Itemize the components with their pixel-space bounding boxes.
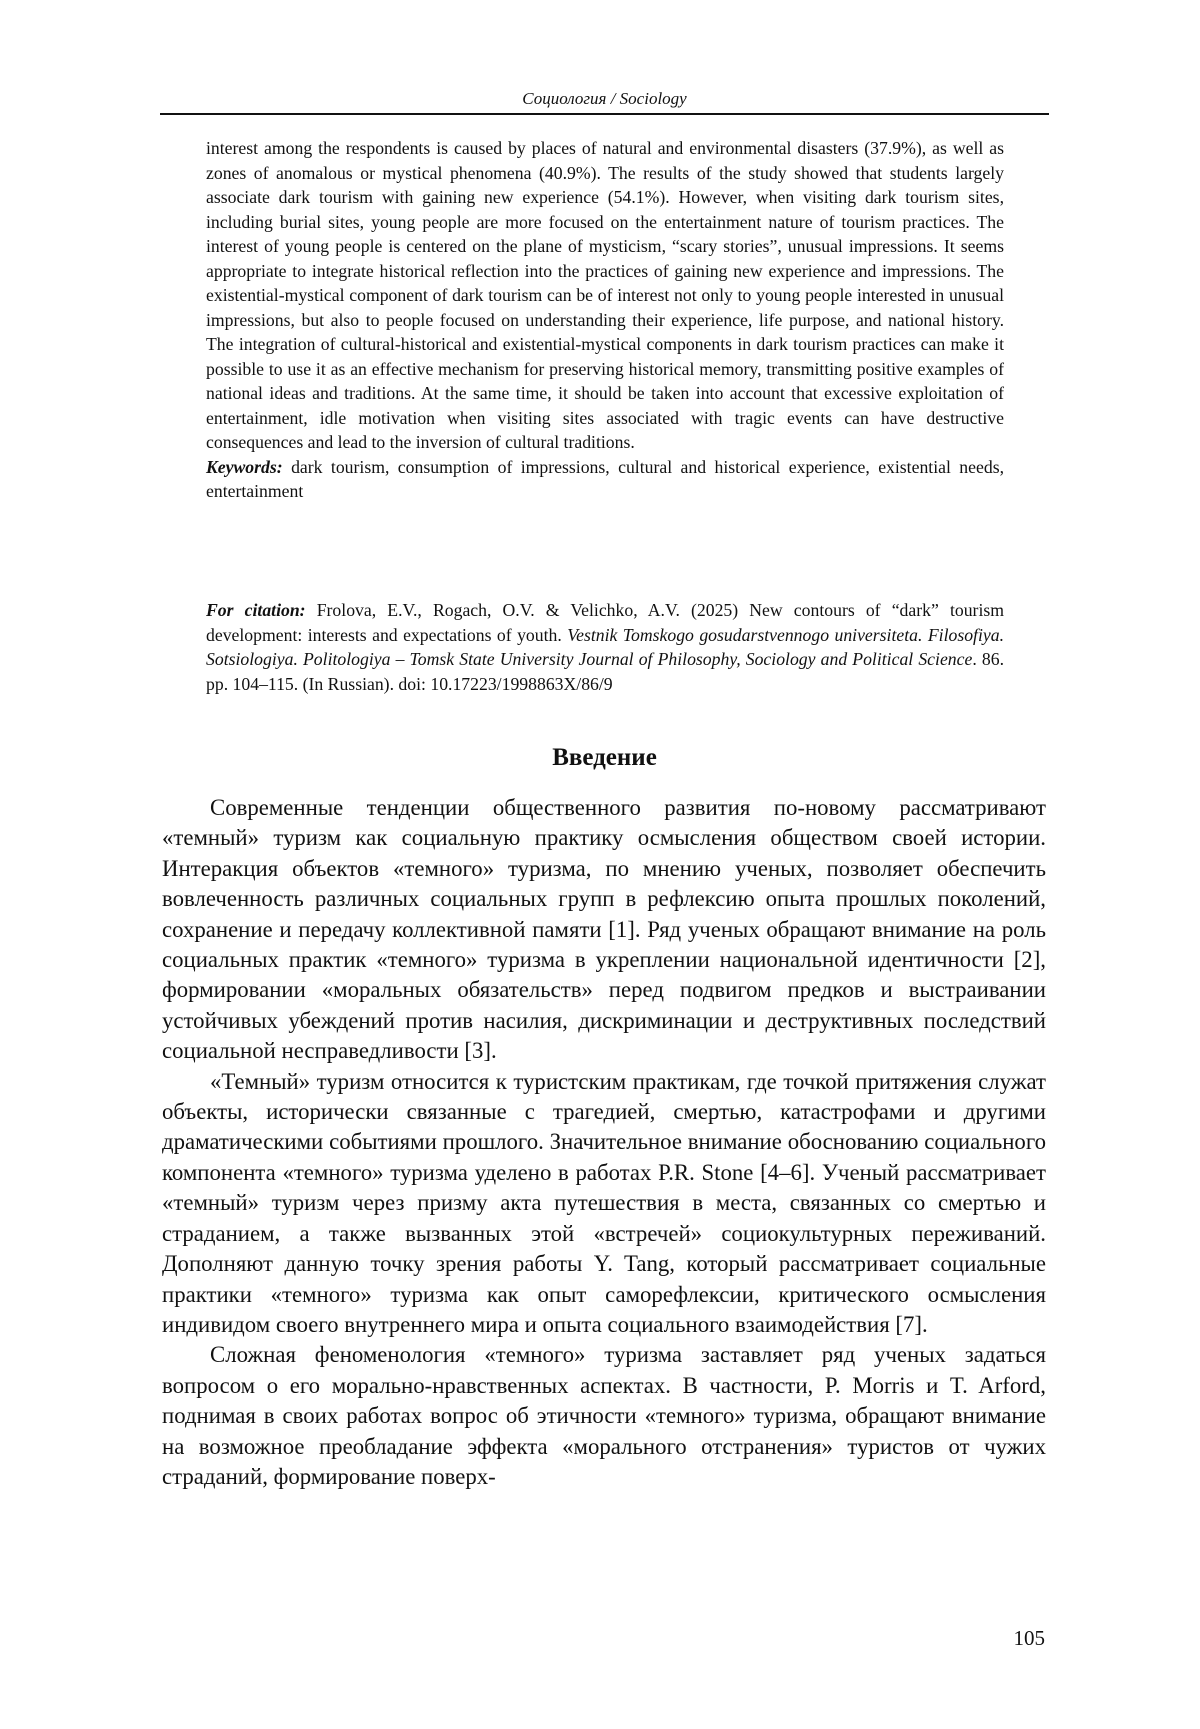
keywords (206, 455, 1004, 504)
keywords-label: Keywords: (206, 456, 283, 477)
header-rule (160, 113, 1049, 115)
body-paragraph: Сложная феноменология «темного» туризма заставляет ряд ученых задаться вопросом о его морально-нравственных аспектах. В частности, P. Morris и T. Arford, поднимая в своих работах вопрос об этичности «темного» туризма, обращают внимание на возможное преобладание эффекта «морального отстранения» туристов от чужих страданий, формирование поверх- (162, 1342, 1046, 1489)
citation-details: . 86. pp. 104–115. (In Russian). doi: 10.17223/1998863X/86/9 (206, 649, 1005, 694)
abstract-text: interest among the respondents is caused by places of natural and environmental disasters (37.9%), as well as zones of anomalous or mystical phenomena (40.9%). The results of the study showed that students largely associate dark tourism with gaining new experience (54.1%). However, when visiting dark tourism sites, including burial sites, young people are more focused on the entertainment nature of tourism practices. The interest of young people is centered on the plane of mysticism, “scary stories”, unusual impressions. It seems appropriate to integrate historical reflection into the practices of gaining new experience and impressions. The existential-mystical component of dark tourism can be of interest not only to young people interested in unusual impressions, but also to people focused on understanding their experience, life purpose, and national history. The integration of cultural-historical and existential-mystical components in dark tourism practices can make it possible to use it as an effective mechanism for preserving historical memory, transmitting positive examples of national ideas and traditions. At the same time, it should be taken into account that excessive exploitation of entertainment, idle motivation when visiting sites associated with tragic events can have destructive consequences and lead to the inversion of cultural traditions. (206, 138, 1004, 452)
section-heading: Введение (552, 744, 657, 771)
page-number: 105 (1013, 1626, 1045, 1650)
body-paragraph: Современные тенденции общественного развития по-новому рассматривают «темный» туризм как социальную практику осмысления обществом своей истории. Интеракция объектов «темного» туризма, по мнению ученых, позволяет обеспечить вовлеченность различных социальных групп в рефлексию опыта прошлых поколений, сохранение и передачу коллективной памяти [1]. Ряд ученых обращают внимание на роль социальных практик «темного» туризма в укреплении национальной идентичности [2], формировании «моральных обязательств» перед подвигом предков и выстраивании устойчивых убеждений против насилия, дискриминации и деструктивных последствий социальной несправедливости [3]. (162, 795, 1046, 1064)
citation-journal: Vestnik Tomskogo gosudarstvennogo universiteta. Filosofiya. Sotsiologiya. Politologiya – Tomsk State University Journal of Philosophy, Sociology and Political Science (206, 624, 1004, 669)
abstract (206, 136, 1004, 504)
keywords-text: dark tourism, consumption of impressions, cultural and historical experience, existential needs, entertainment (206, 456, 1004, 501)
citation (206, 598, 1004, 696)
body-paragraph: «Темный» туризм относится к туристским практикам, где точкой притяжения служат объекты, исторически связанные с трагедией, смертью, катастрофами и другими драматическими событиями прошлого. Значительное внимание обоснованию социального компонента «темного» туризма уделено в работах P.R. Stone [4–6]. Ученый рассматривает «темный» туризм через призму акта путешествия в места, связанных со смертью и страданием, а также вызванных этой «встречей» социокультурных переживаний. Дополняют данную точку зрения работы Y. Tang, который рассматривает социальные практики «темного» туризма как опыт саморефлексии, критического осмысления индивидом своего внутреннего мира и опыта социального взаимодействия [7]. (162, 1068, 1046, 1337)
running-head: Социология / Sociology (522, 89, 687, 108)
body-text (162, 793, 1046, 1492)
citation-label: For citation: (206, 600, 306, 620)
citation-authors: Frolova, E.V., Rogach, O.V. & Velichko, A.V. (2025) New contours of “dark” tourism development: interests and expectations of youth. (206, 600, 1004, 645)
